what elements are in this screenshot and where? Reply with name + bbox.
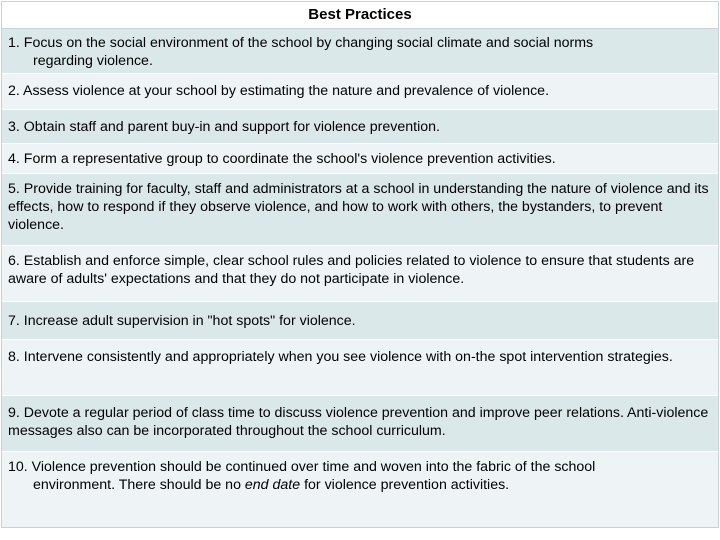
table-row [2,452,718,527]
row-text: 3. Obtain staff and parent buy-in and support for violence prevention. [8,119,440,135]
table-row [2,396,718,452]
row-text-continued: regarding violence. [33,53,153,69]
row-text: 8. Intervene consistently and appropriately when you see violence with on-the spot intervention strategies. [8,349,673,365]
row-text: 4. Form a representative group to coordinate the school's violence prevention activities. [8,151,556,167]
row-text-continued [8,476,712,494]
table-row [2,29,718,74]
row-text-emphasis: end date [244,477,301,493]
table-row [2,74,718,110]
row-text-part: environment. There should be no [33,477,245,493]
row-text: 7. Increase adult supervision in "hot spots" for violence. [8,313,356,329]
table-row [2,302,718,340]
row-text: 5. Provide training for faculty, staff and administrators at a school in understanding the nature of violence and its effects, how to respond if they observe violence, and how to work with others, the bystanders, to prevent violence. [8,181,709,233]
row-text: 2. Assess violence at your school by estimating the nature and prevalence of violence. [8,83,550,99]
table-header: Best Practices [2,2,718,29]
row-text: 10. Violence prevention should be continued over time and woven into the fabric of the school [8,459,596,475]
table-row [2,110,718,144]
row-text-part: for violence prevention activities. [300,477,510,493]
row-text: 9. Devote a regular period of class time to discuss violence prevention and improve peer relations. Anti-violence messages also can be incorporated throughout the school curriculum. [8,405,709,439]
table-row [2,340,718,396]
table-row [2,174,718,246]
row-text: 1. Focus on the social environment of the school by changing social climate and social norms [8,35,594,51]
table-row [2,246,718,302]
best-practices-table [1,1,719,528]
row-text: 6. Establish and enforce simple, clear school rules and policies related to violence to ensure that students are aware of adults' expectations and that they do not participate in violence. [8,253,695,287]
table-row [2,144,718,174]
